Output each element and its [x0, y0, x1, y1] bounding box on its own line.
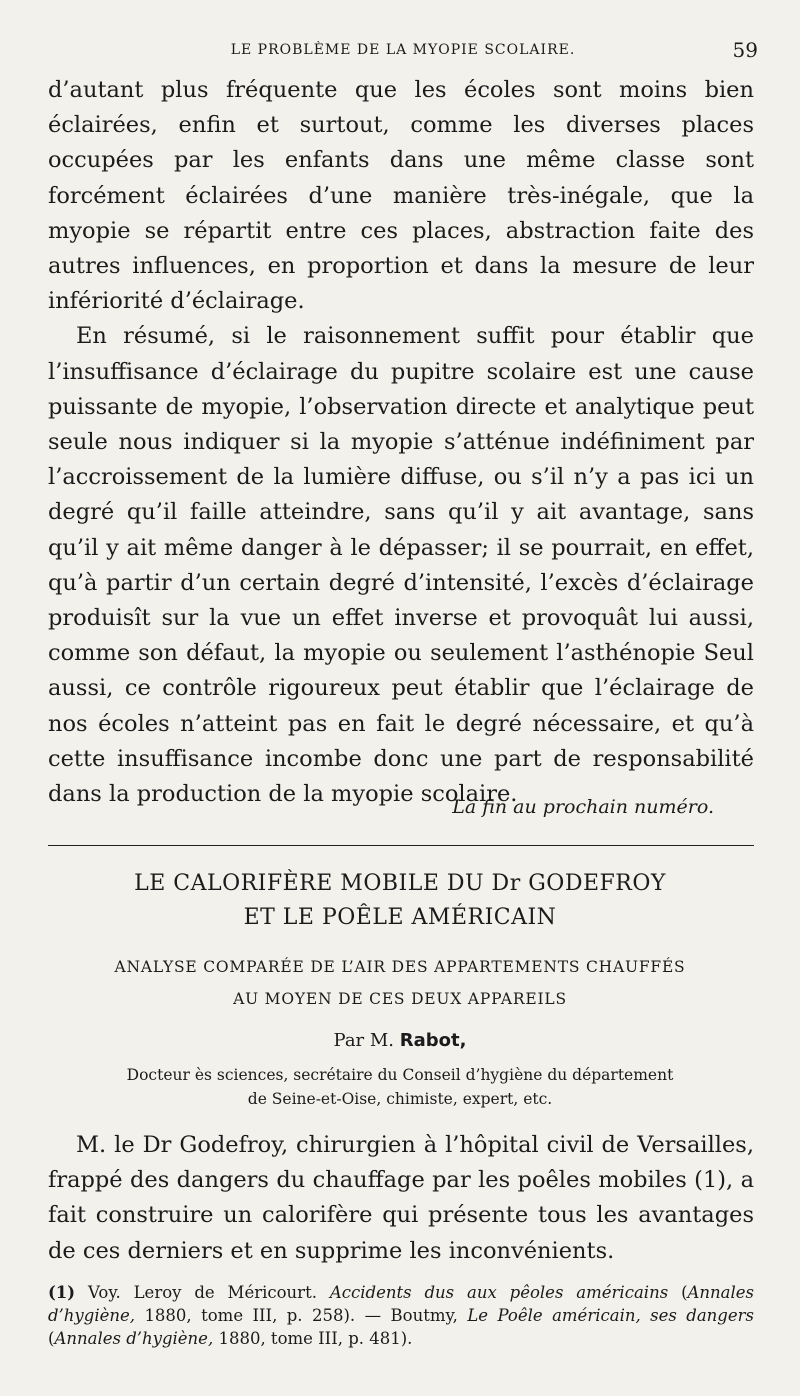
- author-name: Rabot,: [399, 1030, 467, 1051]
- article-subtitle-line-1: ANALYSE COMPARÉE DE L’AIR DES APPARTEMENTS CHAUFFÉS: [114, 958, 686, 976]
- previous-article-text: [48, 73, 754, 812]
- running-title: LE PROBLÈME DE LA MYOPIE SCOLAIRE.: [230, 42, 576, 58]
- article-title-line-1: LE CALORIFÈRE MOBILE DU Dr GODEFROY: [134, 871, 666, 896]
- author-affiliation-line-2: de Seine-et-Oise, chimiste, expert, etc.: [247, 1090, 553, 1108]
- continuation-note: La fin au prochain numéro.: [452, 796, 714, 818]
- footnote-mark: (1): [48, 1283, 76, 1302]
- byline-prefix: Par M.: [333, 1030, 395, 1051]
- section-divider: [48, 845, 754, 846]
- footnote-title-a: Accidents dus aux pêoles américains: [329, 1283, 669, 1302]
- footnote-title-b: Le Poêle américain, ses dangers: [467, 1306, 754, 1325]
- footnote-text-d: (: [48, 1329, 55, 1348]
- article-title-line-2: ET LE POÊLE AMÉRICAIN: [243, 905, 557, 930]
- article-body: [48, 1128, 754, 1269]
- byline: [30, 1030, 770, 1051]
- paragraph-1: d’autant plus fréquente que les écoles sont moins bien éclairées, enfin et surtout, comme les diverses places occupées par les enfants dans une même classe sont forcément éclairées d’une manière très-inégale, que la myopie se répartit entre ces places, abstraction faite des autres influences, en proportion et dans la mesure de leur infériorité d’éclairage.: [48, 77, 754, 315]
- article-subtitle-line-2: AU MOYEN DE CES DEUX APPAREILS: [233, 990, 567, 1008]
- footnote-text-b: (: [681, 1283, 688, 1302]
- footnote-text-a: Voy. Leroy de Méricourt.: [88, 1283, 317, 1302]
- footnote-text-e: 1880, tome III, p. 481).: [218, 1329, 413, 1348]
- paragraph-2: En résumé, si le raisonnement suffit pour établir que l’insuffisance d’éclairage du pupitre scolaire est une cause puissante de myopie, l’observation directe et analytique peut seule nous indiquer si la myopie s’atténue indéfiniment par l’accroissement de la lumière diffuse, ou s’il n’y a pas ici un degré qu’il faille atteindre, sans qu’il y ait avantage, sans qu’il y ait même danger à le dépasser; il se pourrait, en effet, qu’à partir d’un certain degré d’intensité, l’excès d’éclairage produisît sur la vue un effet inverse et provoquât lui aussi, comme son défaut, la myopie ou seulement l’asthénopie Seul aussi, ce contrôle rigoureux peut établir que l’éclairage de nos écoles n’atteint pas en fait le degré nécessaire, et qu’à cette insuffisance incombe donc une part de responsabilité dans la production de la myopie scolaire.: [48, 323, 754, 808]
- author-affiliation-line-1: Docteur ès sciences, secrétaire du Conseil d’hygiène du département: [126, 1066, 674, 1084]
- footnote-journal-b: Annales d’hygiène,: [54, 1329, 214, 1348]
- footnote-journal-a: Annales d’hygiène,: [48, 1283, 755, 1325]
- footnote-text-c: 1880, tome III, p. 258). — Boutmy,: [144, 1306, 458, 1325]
- footnote: [48, 1281, 754, 1350]
- page-number: 59: [732, 38, 758, 62]
- running-head: [48, 38, 758, 66]
- article-paragraph-1: M. le Dr Godefroy, chirurgien à l’hôpital civil de Versailles, frappé des dangers du chauffage par les poêles mobiles (1), a fait construire un calorifère qui présente tous les avantages de ces derniers et en supprime les inconvénients.: [48, 1132, 754, 1264]
